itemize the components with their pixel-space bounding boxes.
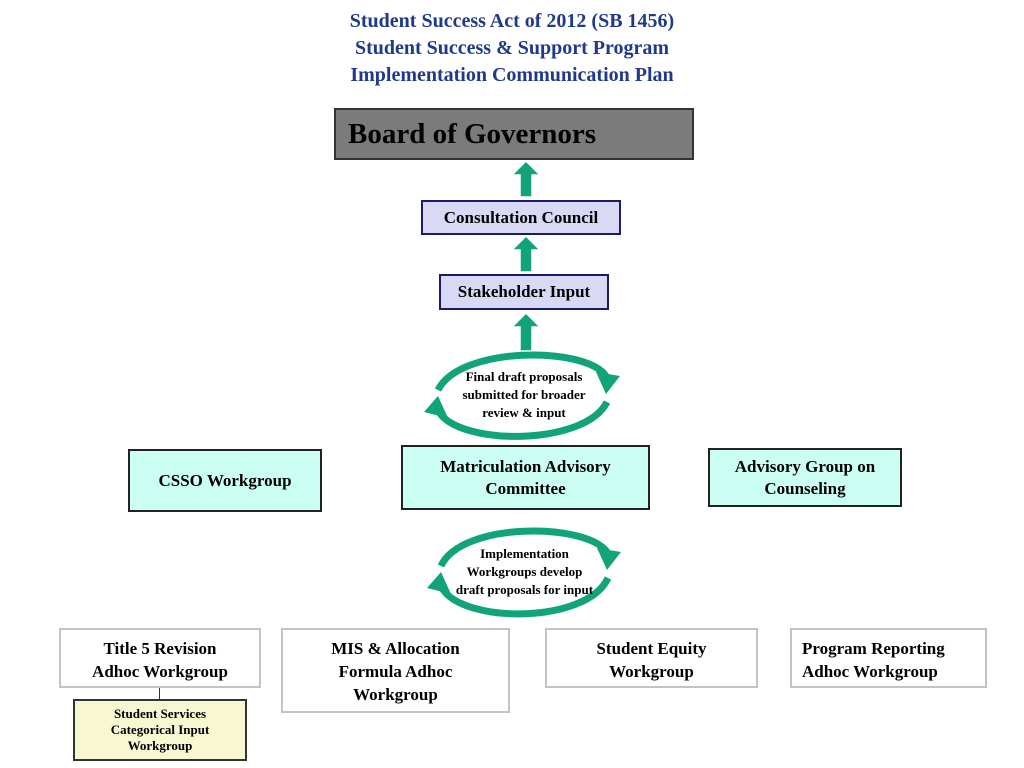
student-equity-workgroup-box [545, 628, 758, 688]
title-line-1: Student Success Act of 2012 (SB 1456) [349, 10, 675, 32]
stakeholder-input-box [439, 274, 609, 310]
title5-workgroup-box [59, 628, 261, 688]
csso-workgroup-label: CSSO Workgroup [158, 470, 292, 490]
lower-cycle-line: Implementation [480, 546, 569, 561]
board-of-governors-label: Board of Governors [348, 117, 597, 150]
lower-cycle-text [447, 545, 602, 599]
mis-allocation-workgroup-box [281, 628, 510, 713]
advisory-group-box [708, 448, 902, 507]
equity-label-line: Workgroup [609, 662, 694, 681]
up-arrow-icon [511, 160, 541, 198]
ss-label-line: Workgroup [127, 738, 193, 753]
title-line-3: Implementation Communication Plan [350, 64, 674, 86]
upper-cycle-line: Final draft proposals [465, 369, 583, 384]
stakeholder-input-label: Stakeholder Input [457, 282, 591, 301]
lower-cycle-line: draft proposals for input [455, 582, 594, 597]
csso-workgroup-box [128, 449, 322, 512]
student-services-categorical-box [73, 699, 247, 761]
advisory-label-line: Counseling [764, 479, 846, 498]
mis-label-line: Workgroup [353, 685, 438, 704]
up-arrow-icon [511, 312, 541, 352]
consultation-council-box [421, 200, 621, 235]
mis-label-line: Formula Adhoc [338, 662, 453, 681]
title5-label-line: Title 5 Revision [103, 639, 217, 658]
up-arrow-icon [511, 235, 541, 273]
board-of-governors-box [334, 108, 694, 160]
matriculation-label-line: Committee [485, 478, 566, 498]
title5-label-line: Adhoc Workgroup [92, 662, 228, 681]
program-reporting-workgroup-box [790, 628, 987, 688]
upper-cycle-line: submitted for broader [462, 387, 586, 402]
matriculation-committee-box [401, 445, 650, 510]
upper-cycle-text [440, 368, 608, 422]
lower-cycle-line: Workgroups develop [466, 564, 583, 579]
mis-label-line: MIS & Allocation [331, 639, 460, 658]
connector-line [159, 688, 160, 699]
equity-label-line: Student Equity [596, 639, 707, 658]
program-label-line: Adhoc Workgroup [802, 662, 938, 681]
ss-label-line: Categorical Input [110, 722, 210, 737]
diagram-title [0, 8, 1024, 89]
title-line-2: Student Success & Support Program [354, 37, 670, 59]
advisory-label-line: Advisory Group on [734, 457, 876, 476]
program-label-line: Program Reporting [802, 639, 945, 658]
ss-label-line: Student Services [113, 706, 207, 721]
consultation-council-label: Consultation Council [443, 207, 599, 227]
upper-cycle-line: review & input [482, 405, 566, 420]
matriculation-label-line: Matriculation Advisory [440, 456, 611, 476]
